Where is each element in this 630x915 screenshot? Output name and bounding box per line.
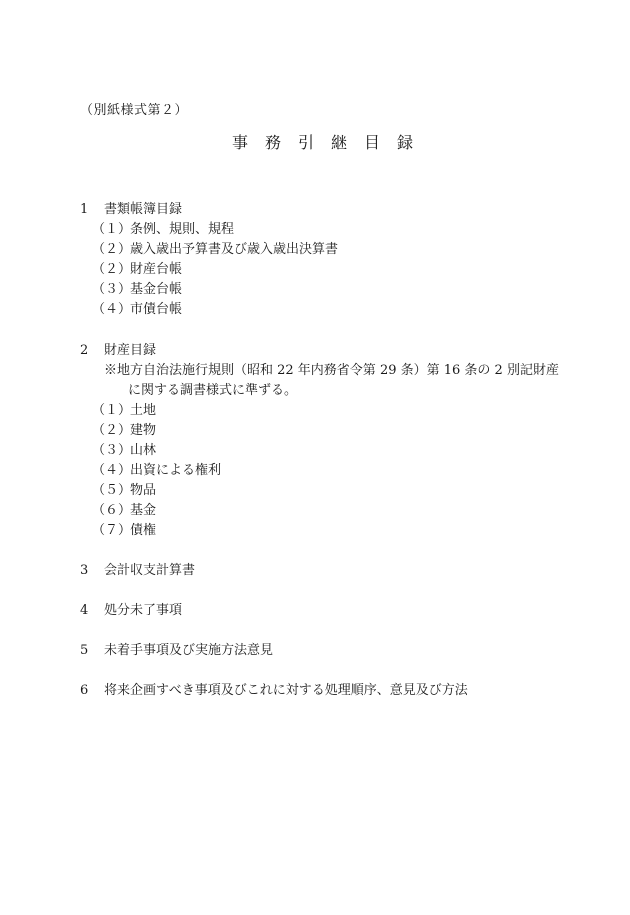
section-title: 将来企画すべき事項及びこれに対する処理順序、意見及び方法 <box>104 683 468 698</box>
section-number: 1 <box>80 202 89 217</box>
section-title: 財産目録 <box>104 343 157 358</box>
list-item <box>80 421 580 441</box>
section-1 <box>80 200 580 320</box>
item-number: （３） <box>92 282 132 297</box>
list-item <box>80 461 580 481</box>
list-item <box>80 280 580 300</box>
item-text: 市債台帳 <box>130 302 183 317</box>
item-number: （５） <box>92 483 132 498</box>
item-text: 基金 <box>130 503 157 518</box>
item-number: （４） <box>92 463 132 478</box>
section-list <box>80 200 580 701</box>
section-3 <box>80 561 580 581</box>
list-item <box>80 220 580 240</box>
item-number: （２） <box>92 262 132 277</box>
section-title: 会計収支計算書 <box>104 563 196 578</box>
section-title: 未着手事項及び実施方法意見 <box>104 643 274 658</box>
item-number: （２） <box>92 242 132 257</box>
item-text: 土地 <box>130 403 157 418</box>
list-item <box>80 240 580 260</box>
item-text: 財産台帳 <box>130 262 183 277</box>
item-number: （３） <box>92 443 132 458</box>
section-heading <box>80 341 580 361</box>
section-title: 書類帳簿目録 <box>104 202 183 217</box>
sub-list <box>80 220 580 320</box>
section-heading <box>80 681 580 701</box>
item-text: 条例、規則、規程 <box>130 222 235 237</box>
section-heading <box>80 601 580 621</box>
section-number: 5 <box>80 643 89 658</box>
item-text: 山林 <box>130 443 157 458</box>
section-number: 4 <box>80 603 89 618</box>
list-item <box>80 481 580 501</box>
section-heading <box>80 641 580 661</box>
note-line-1: ※地方自治法施行規則（昭和 22 年内務省令第 29 条）第 16 条の 2 別記財産 <box>104 363 559 378</box>
list-item <box>80 501 580 521</box>
item-number: （１） <box>92 403 132 418</box>
section-4 <box>80 601 580 621</box>
item-text: 物品 <box>130 483 157 498</box>
item-number: （２） <box>92 423 132 438</box>
item-text: 債権 <box>130 523 157 538</box>
item-number: （６） <box>92 503 132 518</box>
form-label: （別紙様式第２） <box>80 103 189 118</box>
section-5 <box>80 641 580 661</box>
item-text: 歳入歳出予算書及び歳入歳出決算書 <box>130 242 339 257</box>
section-number: 6 <box>80 683 89 698</box>
section-number: 3 <box>80 563 89 578</box>
list-item <box>80 441 580 461</box>
page-title: 事務引継目録 <box>232 133 431 152</box>
note-line-2: に関する調書様式に準ずる。 <box>128 383 298 398</box>
item-text: 出資による権利 <box>130 463 222 478</box>
item-number: （７） <box>92 523 132 538</box>
section-6 <box>80 681 580 701</box>
section-heading <box>80 561 580 581</box>
section-title: 処分未了事項 <box>104 603 183 618</box>
item-text: 建物 <box>130 423 157 438</box>
list-item <box>80 300 580 320</box>
section-heading <box>80 200 580 220</box>
sub-list <box>80 401 580 541</box>
item-text: 基金台帳 <box>130 282 183 297</box>
item-number: （１） <box>92 222 132 237</box>
item-number: （４） <box>92 302 132 317</box>
section-number: 2 <box>80 343 89 358</box>
section-2 <box>80 341 580 541</box>
list-item <box>80 401 580 421</box>
list-item <box>80 521 580 541</box>
list-item <box>80 260 580 280</box>
